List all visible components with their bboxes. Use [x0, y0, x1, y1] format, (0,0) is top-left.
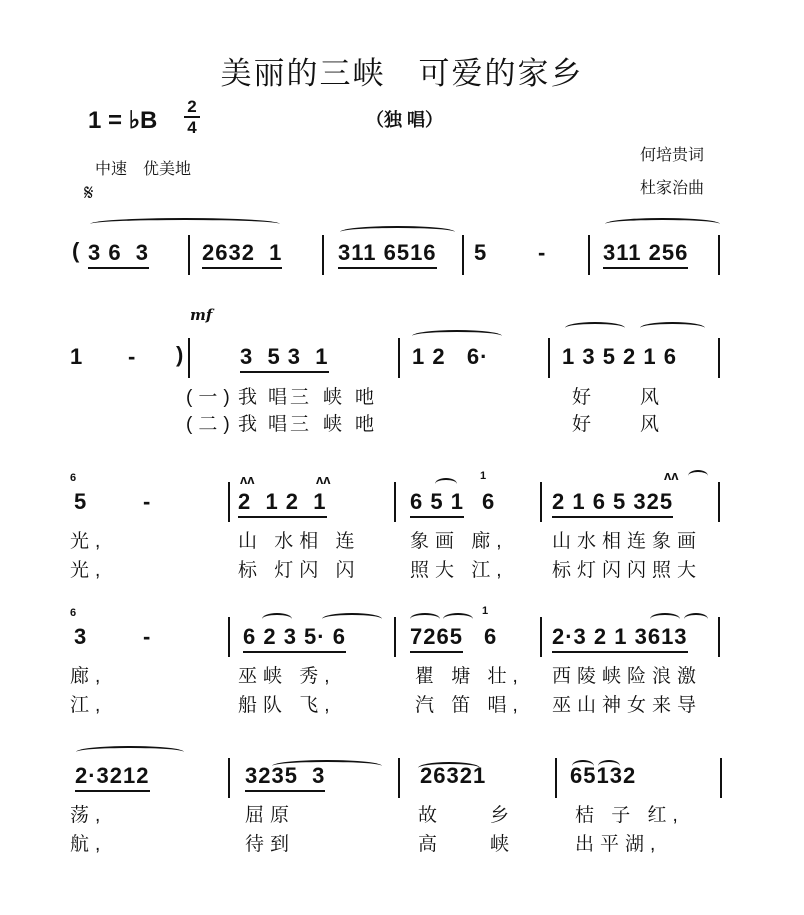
lyric: 船队 飞,	[238, 695, 336, 716]
time-signature	[184, 98, 200, 136]
lyric: 瞿 塘 壮,	[415, 666, 524, 687]
lyric: 高	[418, 834, 444, 855]
lyric: 吔	[355, 387, 381, 408]
lyric: 标灯闪闪照大	[552, 560, 703, 581]
lyric: 唱	[268, 387, 294, 408]
rest-dash: -	[128, 344, 137, 369]
note-group: 3	[74, 624, 88, 649]
note-group: 6	[484, 624, 498, 649]
barline	[588, 235, 590, 275]
barline	[462, 235, 464, 275]
lyric: 象画 廊,	[410, 531, 508, 552]
note-group: 65132	[570, 763, 637, 788]
lyric: 三	[290, 414, 316, 435]
grace-note: 6	[70, 472, 77, 484]
dynamic-mark: mf	[190, 306, 213, 324]
barline	[718, 235, 720, 275]
barline	[188, 235, 190, 275]
meter-bottom: 4	[187, 118, 197, 137]
lyric: 光,	[70, 531, 107, 552]
barline	[718, 617, 720, 657]
lyric: 光,	[70, 560, 107, 581]
paren-open: (	[72, 238, 81, 263]
lyric: 好	[572, 387, 598, 408]
lyric: 我	[238, 387, 264, 408]
lyric: 待到	[245, 834, 296, 855]
performance-type: （独 唱）	[366, 110, 444, 130]
note-group: 6 5 1	[410, 489, 464, 518]
barline	[188, 338, 190, 378]
note-group: 2 1 6 5 325	[552, 489, 673, 518]
grace-note: 6	[70, 607, 77, 619]
paren-close: )	[176, 342, 185, 367]
lyric: 我	[238, 414, 264, 435]
lyric: 山水相连象画	[552, 531, 703, 552]
lyric: 标 灯闪 闪	[238, 560, 361, 581]
composer: 杜家治曲	[640, 180, 705, 197]
accent-mark: ʌʌ	[664, 468, 679, 483]
lyric: 风	[640, 414, 666, 435]
barline	[398, 338, 400, 378]
lyric: 巫峡 秀,	[238, 666, 336, 687]
barline	[322, 235, 324, 275]
note-group: 5	[474, 240, 488, 265]
lyric: 廊,	[70, 666, 107, 687]
note-group: 6	[482, 489, 496, 514]
lyric: 山 水相 连	[238, 531, 361, 552]
barline	[398, 758, 400, 798]
lyric: 峡	[323, 414, 349, 435]
note-group: 1 2 6·	[412, 344, 489, 369]
song-title: 美丽的三峡 可爱的家乡	[220, 56, 584, 92]
barline	[228, 758, 230, 798]
lyric: 唱	[268, 414, 294, 435]
lyric: 乡	[490, 805, 516, 826]
note-group: 1 3 5 2 1 6	[562, 344, 677, 369]
note-group: 2·3 2 1 3613	[552, 624, 688, 653]
barline	[228, 617, 230, 657]
note-group: 2 1 2 1	[238, 489, 327, 518]
grace-note: 1	[482, 605, 489, 617]
lyric: (一)	[186, 387, 236, 408]
note-group: 7265	[410, 624, 463, 653]
accent-mark: ʌʌ	[316, 472, 331, 487]
lyric: 峡	[490, 834, 516, 855]
segno-icon: 𝄋	[84, 180, 94, 205]
lyric: 故	[418, 805, 444, 826]
note-group: 5	[74, 489, 88, 514]
barline	[540, 617, 542, 657]
note-group: 26321	[420, 763, 487, 788]
rest-dash: -	[143, 489, 152, 514]
barline	[540, 482, 542, 522]
note-group: 1	[70, 344, 84, 369]
lyricist: 何培贵词	[640, 147, 705, 164]
note-group: 311 6516	[338, 240, 437, 269]
note-group: 6 2 3 5· 6	[243, 624, 346, 653]
barline	[228, 482, 230, 522]
rest-dash: -	[143, 624, 152, 649]
tempo-marking: 中速 优美地	[95, 161, 192, 178]
rest-dash: -	[538, 240, 547, 265]
lyric: 照大 江,	[410, 560, 508, 581]
lyric: 巫山神女来导	[552, 695, 703, 716]
barline	[720, 758, 722, 798]
lyric: 峡	[323, 387, 349, 408]
note-group: 2·3212	[75, 763, 150, 792]
note-group: 3 5 3 1	[240, 344, 329, 373]
barline	[394, 617, 396, 657]
barline	[394, 482, 396, 522]
lyric: 屈原	[245, 805, 296, 826]
note-group: 3235 3	[245, 763, 325, 792]
meter-top: 2	[187, 97, 197, 116]
lyric: 西陵峡险浪激	[552, 666, 703, 687]
barline	[718, 482, 720, 522]
note-group: 3 6 3	[88, 240, 149, 269]
barline	[718, 338, 720, 378]
lyric: 风	[640, 387, 666, 408]
lyric: 好	[572, 414, 598, 435]
lyric: 吔	[355, 414, 381, 435]
lyric: 桔 子 红,	[575, 805, 684, 826]
grace-note: 1	[480, 470, 487, 482]
lyric: (二)	[186, 414, 236, 435]
lyric: 出平湖,	[575, 834, 662, 855]
lyric: 汽 笛 唱,	[415, 695, 524, 716]
barline	[548, 338, 550, 378]
note-group: 311 256	[603, 240, 688, 269]
lyric: 三	[290, 387, 316, 408]
barline	[555, 758, 557, 798]
lyric: 荡,	[70, 805, 107, 826]
accent-mark: ʌʌ	[240, 472, 255, 487]
lyric: 江,	[70, 695, 107, 716]
note-group: 2632 1	[202, 240, 282, 269]
key-signature: 1 = ♭B	[88, 107, 158, 134]
lyric: 航,	[70, 834, 107, 855]
